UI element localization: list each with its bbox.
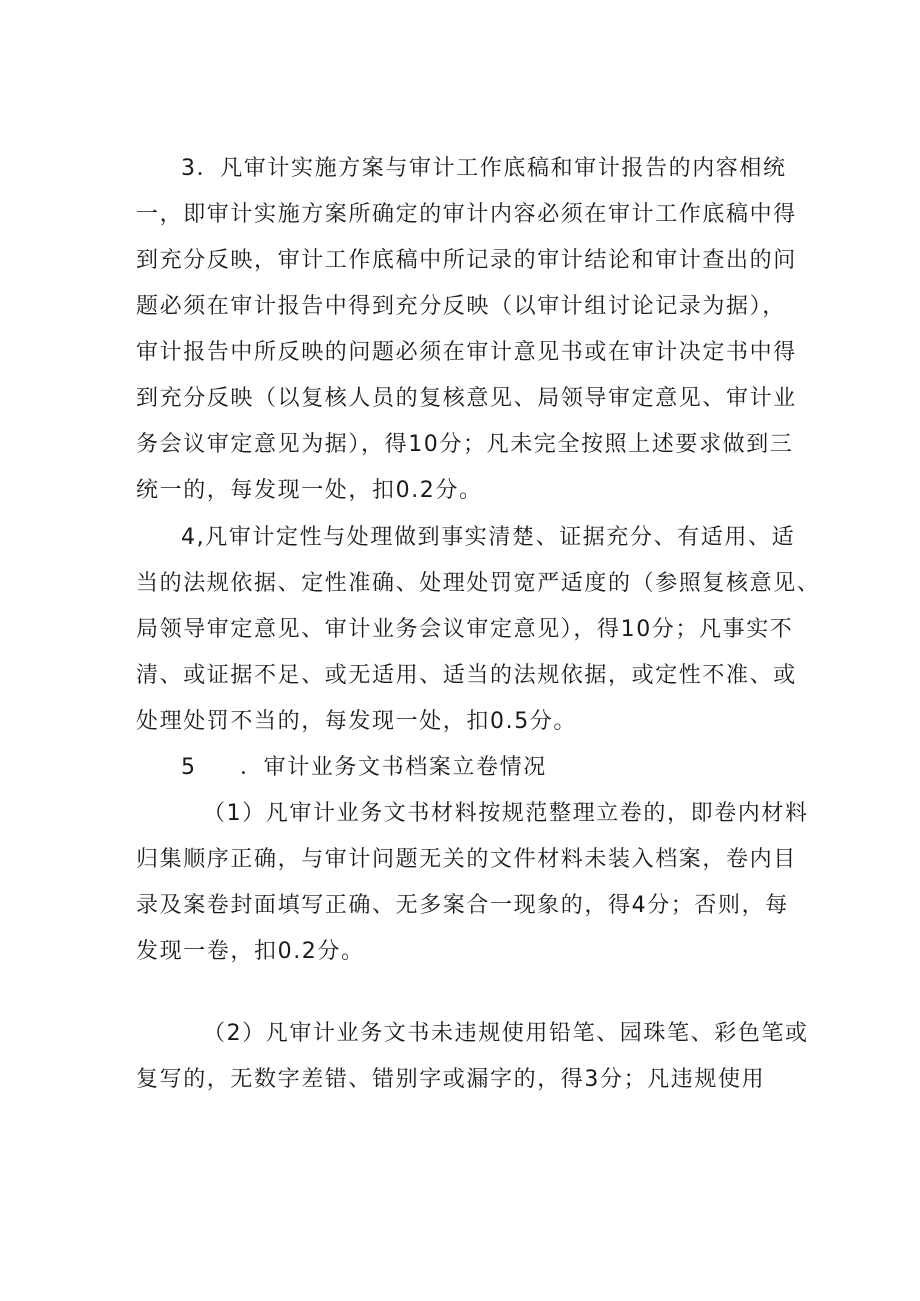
paragraph-3-line-1: 3．凡审计实施方案与审计工作底稿和审计报告的内容相统	[181, 156, 787, 181]
paragraph-3-line-7: 务会议审定意见为据），得10分；凡未完全按照上述要求做到三	[136, 432, 794, 457]
paragraph-4-line-4: 清、或证据不足、或无适用、适当的法规依据，或定性不准、或	[136, 663, 797, 688]
item-2-line-1: （2）凡审计业务文书未违规使用铅笔、园珠笔、彩色笔或	[203, 1021, 809, 1046]
paragraph-4-line-1: 4,凡审计定性与处理做到事实清楚、证据充分、有适用、适	[181, 525, 796, 550]
paragraph-3-line-6: 到充分反映（以复核人员的复核意见、局领导审定意见、审计业	[136, 386, 797, 411]
section-5-heading: ．审计业务文书档案立卷情况	[240, 755, 547, 780]
item-1-line-3: 录及案卷封面填写正确、无多案合一现象的，得4分；否则，每	[136, 893, 789, 918]
paragraph-3-line-5: 审计报告中所反映的问题必须在审计意见书或在审计决定书中得	[136, 340, 797, 365]
item-2-line-2: 复写的，无数字差错、错别字或漏字的，得3分；凡违规使用	[136, 1067, 766, 1092]
paragraph-3-line-8: 统一的，每发现一处，扣0.2分。	[136, 478, 483, 503]
item-1-line-2: 归集顺序正确，与审计问题无关的文件材料未装入档案，卷内目	[136, 847, 797, 872]
paragraph-4-line-5: 处理处罚不当的，每发现一处，扣0.5分。	[136, 709, 577, 734]
paragraph-3-line-2: 一，即审计实施方案所确定的审计内容必须在审计工作底稿中得	[136, 202, 797, 227]
paragraph-3-line-3: 到充分反映，审计工作底稿中所记录的审计结论和审计查出的问	[136, 248, 797, 273]
item-1-line-1: （1）凡审计业务文书材料按规范整理立卷的，即卷内材料	[203, 801, 809, 826]
paragraph-4-line-2: 当的法规依据、定性准确、处理处罚宽严适度的（参照复核意见、	[136, 571, 821, 596]
paragraph-3-line-4: 题必须在审计报告中得到充分反映（以审计组讨论记录为据），	[136, 294, 786, 319]
paragraph-4-line-3: 局领导审定意见、审计业务会议审定意见），得10分；凡事实不	[136, 617, 794, 642]
item-1-line-4: 发现一卷，扣0.2分。	[136, 939, 365, 964]
section-5-number: 5	[181, 755, 197, 780]
